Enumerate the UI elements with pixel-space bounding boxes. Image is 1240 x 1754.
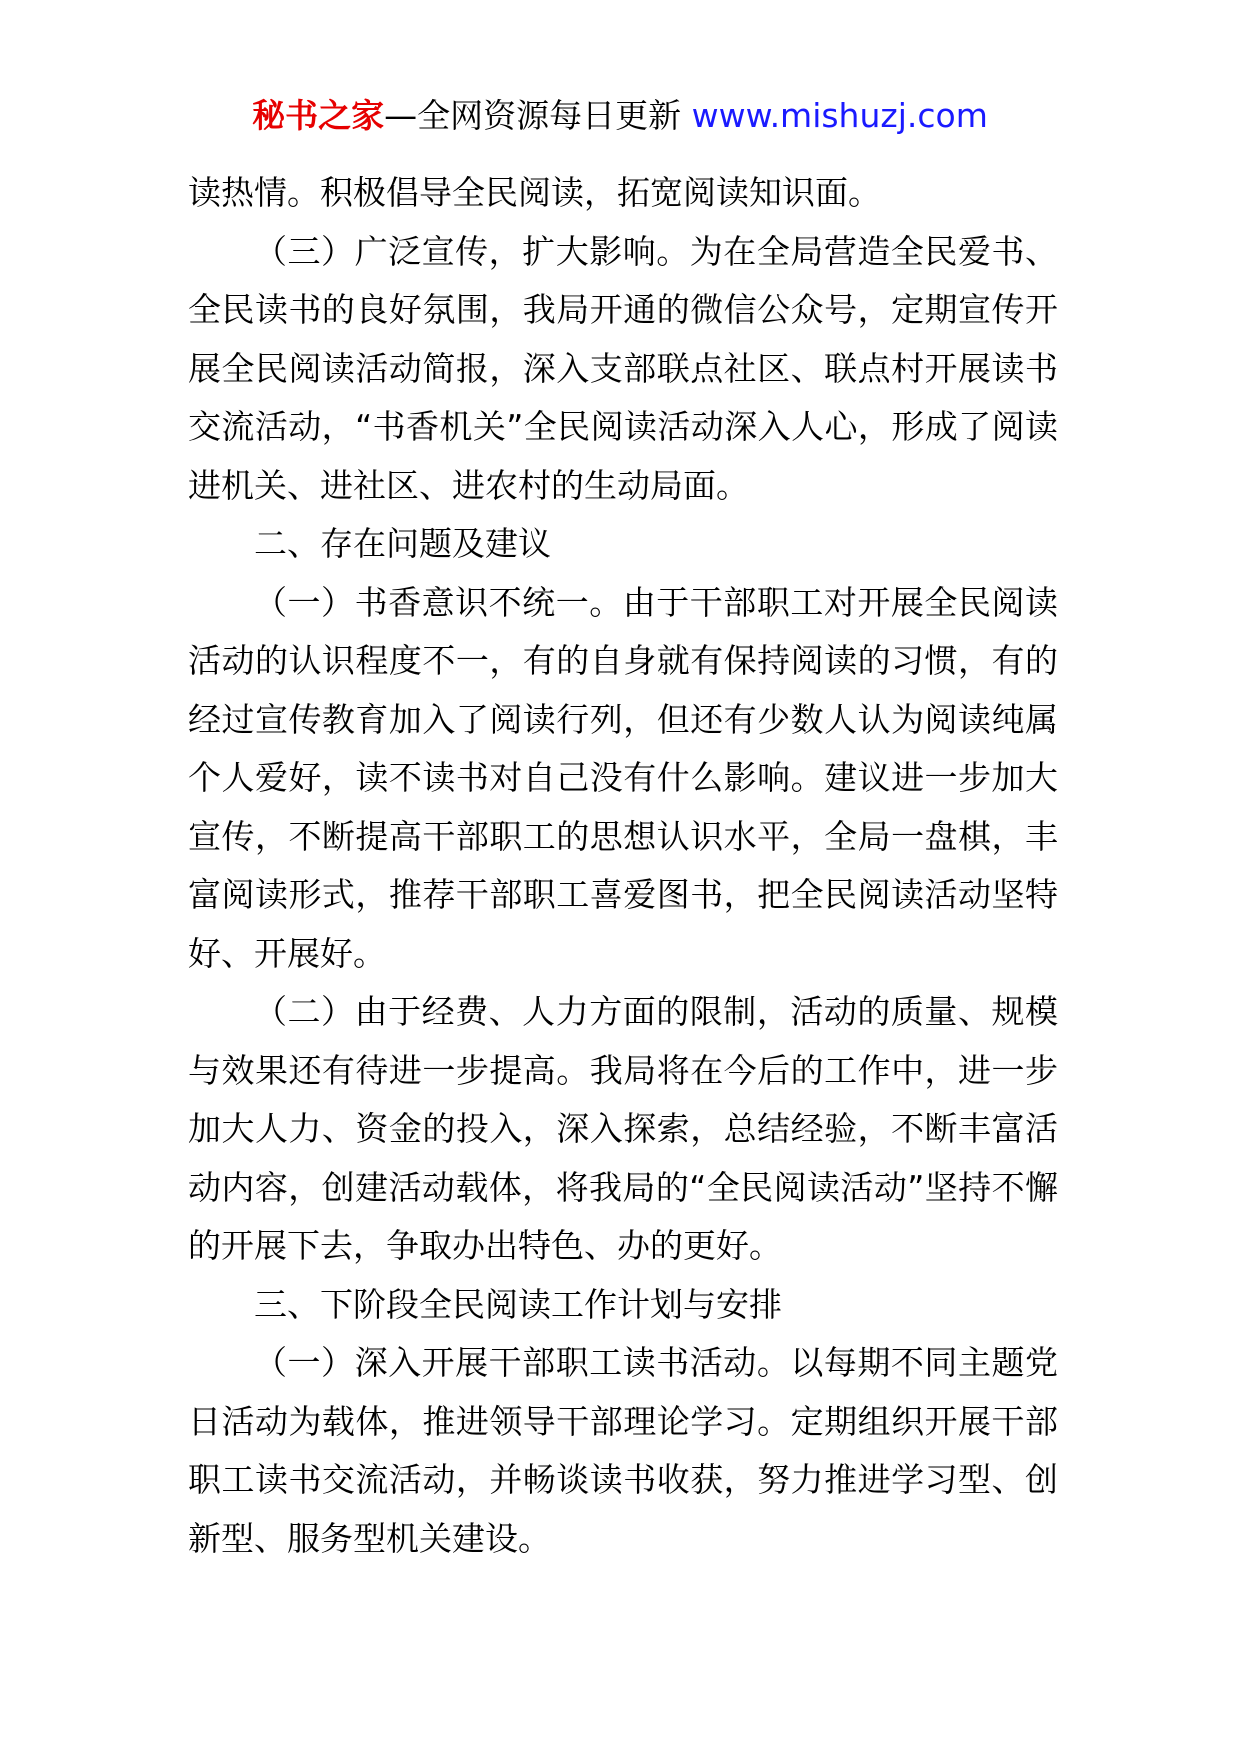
site-url-link[interactable]: www.mishuzj.com bbox=[691, 96, 988, 135]
paragraph-plan-reading: （一）深入开展干部职工读书活动。以每期不同主题党日活动为载体，推进领导干部理论学习。定期组织开展干部职工读书交流活动，并畅谈读书收获，努力推进学习型、创新型、服务型机关建设。 bbox=[188, 1343, 1058, 1558]
brand-name: 秘书之家 bbox=[252, 96, 385, 135]
document-body bbox=[188, 164, 1058, 1568]
site-header bbox=[0, 96, 1240, 136]
section-heading-problems: 二、存在问题及建议 bbox=[254, 524, 551, 563]
header-tagline: —全网资源每日更新 bbox=[384, 96, 692, 135]
paragraph-continuation: 读热情。积极倡导全民阅读，拓宽阅读知识面。 bbox=[188, 173, 881, 212]
paragraph-publicity: （三）广泛宣传，扩大影响。为在全局营造全民爱书、全民读书的良好氛围，我局开通的微信公众号，定期宣传开展全民阅读活动简报，深入支部联点社区、联点村开展读书交流活动，“书香机关”全民阅读活动深入人心，形成了阅读进机关、进社区、进农村的生动局面。 bbox=[188, 231, 1058, 505]
paragraph-problem-funding: （二）由于经费、人力方面的限制，活动的质量、规模与效果还有待进一步提高。我局将在今后的工作中，进一步加大人力、资金的投入，深入探索，总结经验，不断丰富活动内容，创建活动载体，将我局的“全民阅读活动”坚持不懈的开展下去，争取办出特色、办的更好。 bbox=[188, 992, 1058, 1265]
paragraph-problem-awareness: （一）书香意识不统一。由于干部职工对开展全民阅读活动的认识程度不一，有的自身就有保持阅读的习惯，有的经过宣传教育加入了阅读行列，但还有少数人认为阅读纯属个人爱好，读不读书对自己没有什么影响。建议进一步加大宣传，不断提高干部职工的思想认识水平，全局一盘棋，丰富阅读形式，推荐干部职工喜爱图书，把全民阅读活动坚特好、开展好。 bbox=[188, 582, 1058, 973]
section-heading-plan: 三、下阶段全民阅读工作计划与安排 bbox=[254, 1284, 782, 1324]
